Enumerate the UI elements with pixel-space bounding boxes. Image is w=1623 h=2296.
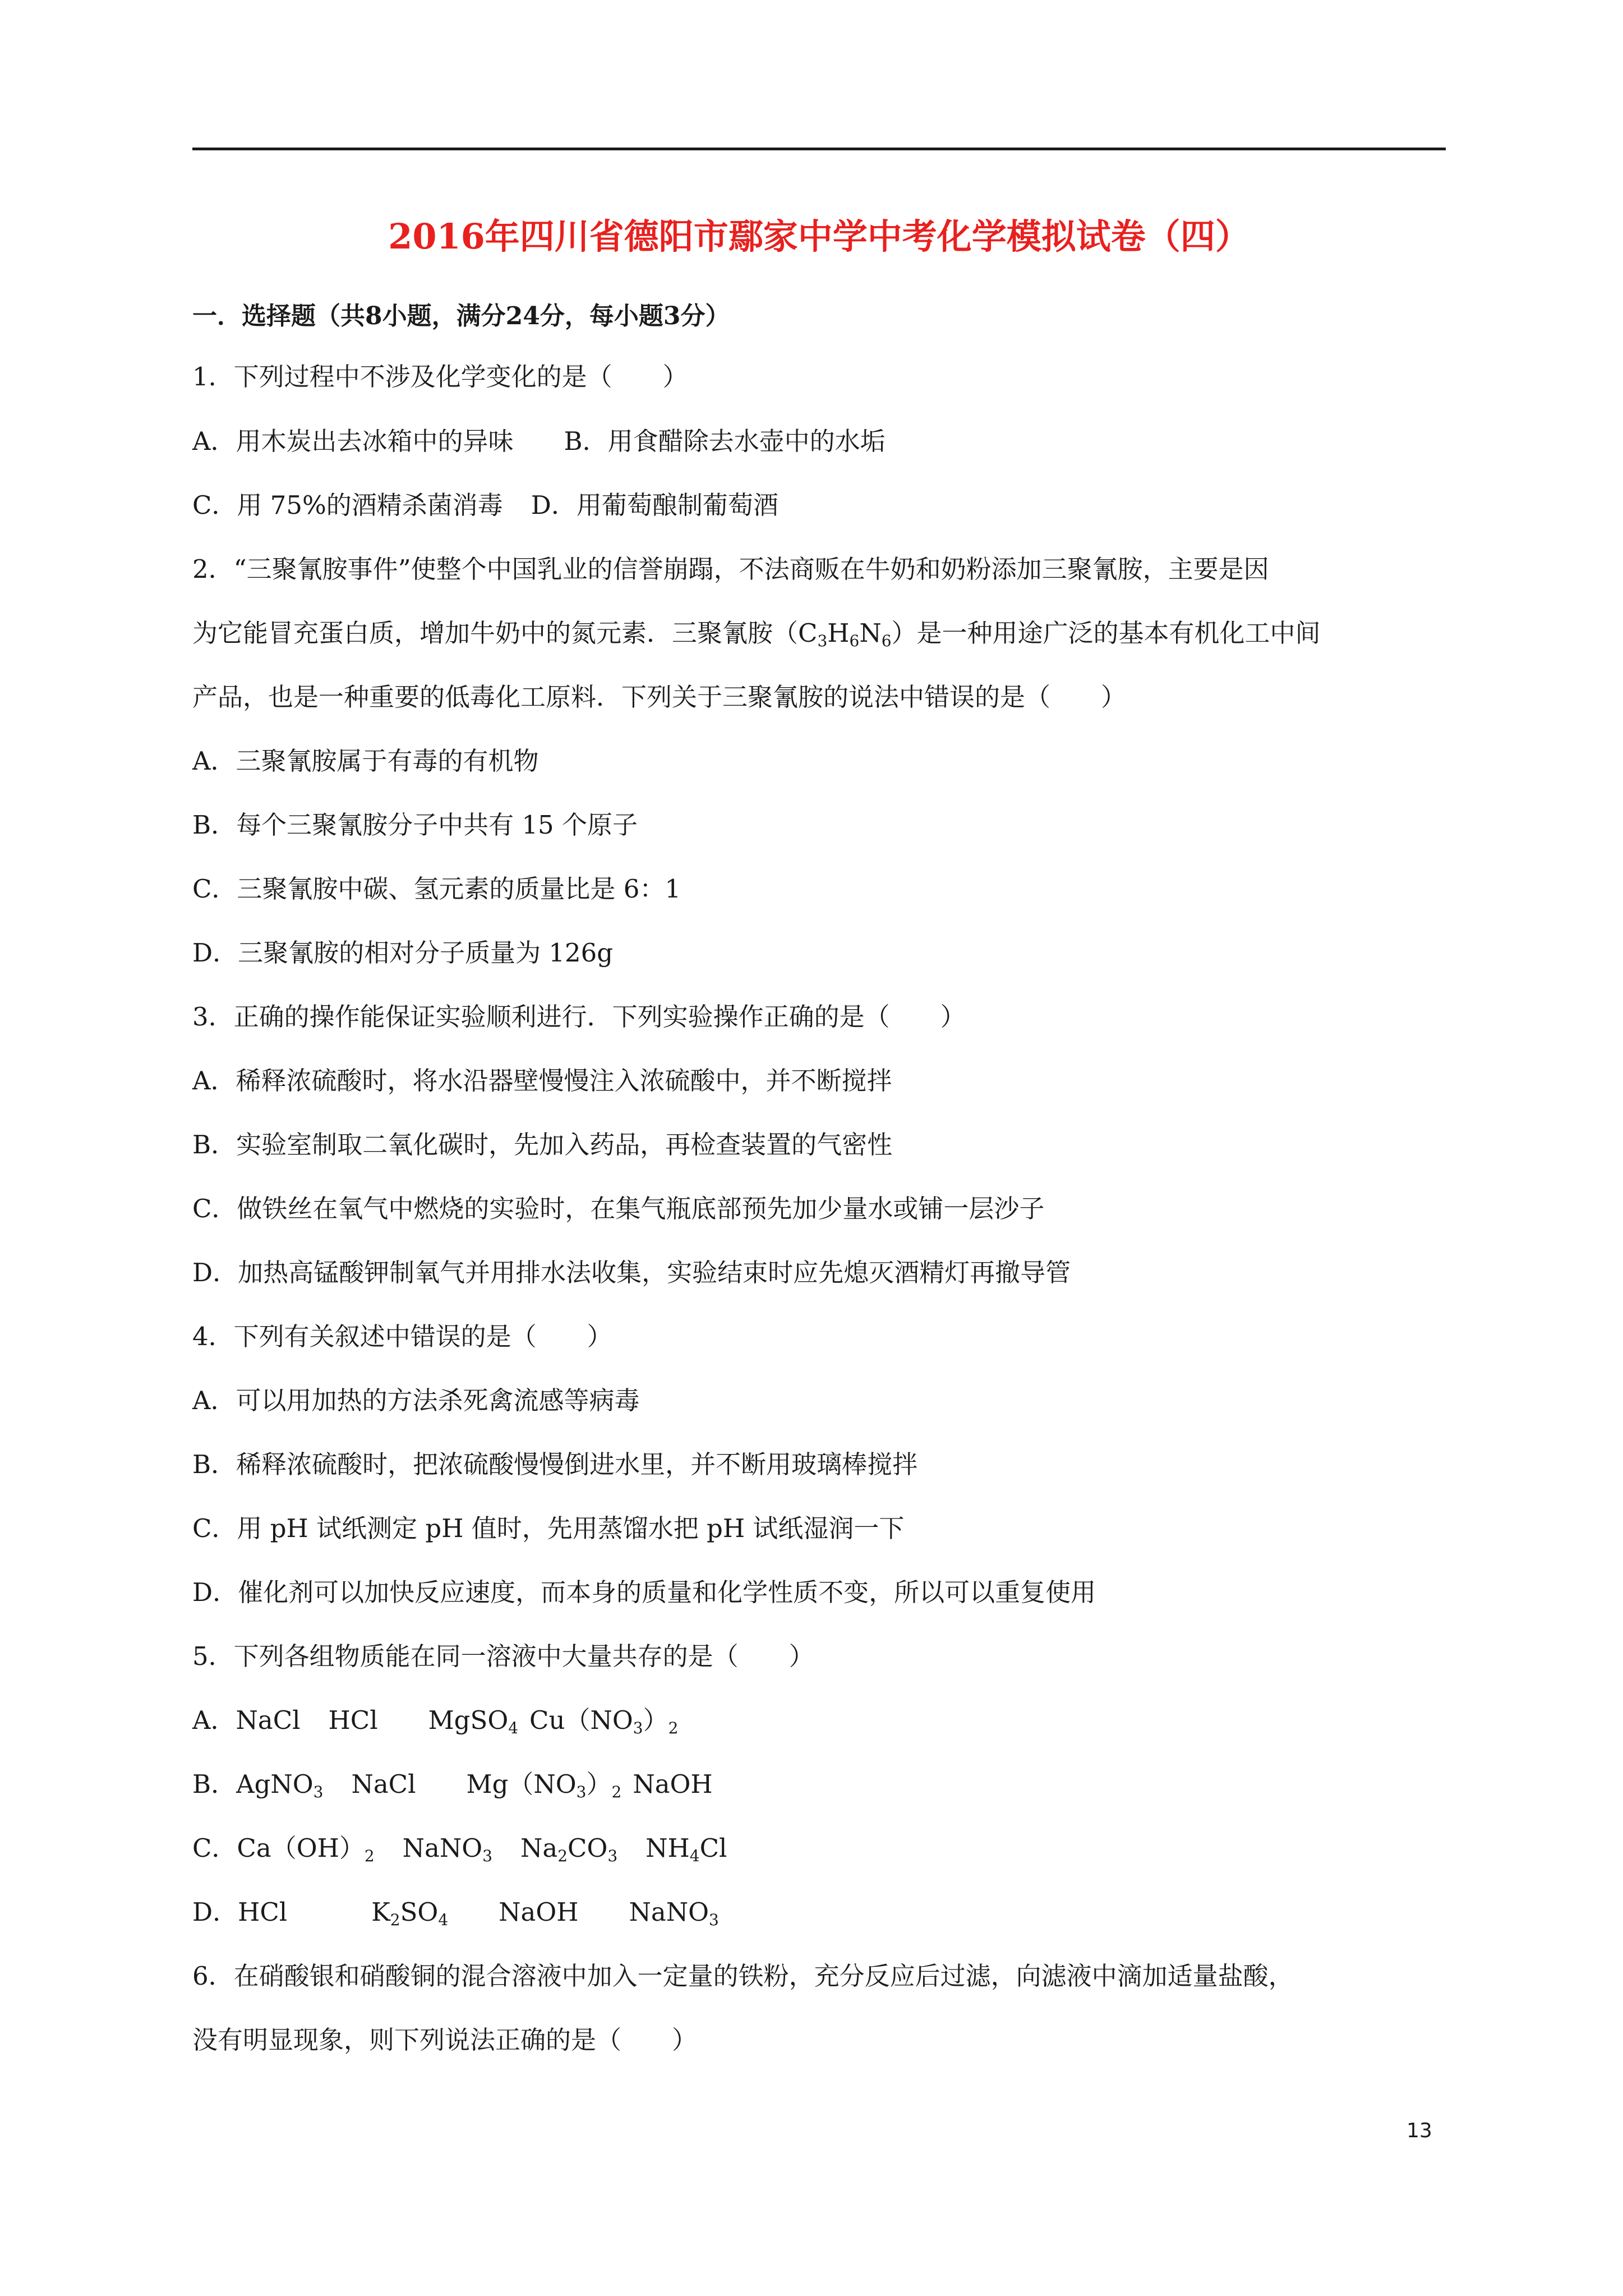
question-1-option-b: B．用食醋除去水壶中的水垢 [564,426,886,456]
formula-element: H [827,618,850,648]
option-label: A．NaCl [192,1705,301,1735]
page-number: 13 [1407,2119,1432,2142]
formula-subscript: 3 [709,1911,719,1929]
question-3-option-d: D．加热高锰酸钾制氧气并用排水法收集，实验结束时应先熄灭酒精灯再撤导管 [192,1258,1071,1287]
formula-subscript: 6 [849,632,860,650]
question-3-option-a: A．稀释浓硫酸时，将水沿器壁慢慢注入浓硫酸中，并不断搅拌 [192,1066,892,1096]
question-2-option-b: B．每个三聚氰胺分子中共有 15 个原子 [192,810,638,840]
question-4-option-d: D．催化剂可以加快反应速度，而本身的质量和化学性质不变，所以可以重复使用 [192,1577,1096,1607]
formula: NaNO [402,1833,483,1863]
question-4-option-c: C．用 pH 试纸测定 pH 值时，先用蒸馏水把 pH 试纸湿润一下 [192,1513,905,1543]
option-label: D．HCl [192,1897,288,1927]
formula-subscript: 6 [881,632,892,650]
question-4-stem: 4．下列有关叙述中错误的是（ ） [192,1322,612,1351]
question-2-option-a: A．三聚氰胺属于有毒的有机物 [192,746,539,776]
question-1-stem: 1．下列过程中不涉及化学变化的是（ ） [192,362,688,392]
question-1-option-d: D．用葡萄酿制葡萄酒 [531,490,778,520]
option-label: B．AgNO [192,1769,313,1799]
question-2-line-2-start: 为它能冒充蛋白质，增加牛奶中的氮元素．三聚氰胺（C [192,618,818,648]
question-5-option-a [192,1704,678,1737]
formula-subscript: 4 [508,1719,519,1737]
formula: Na [520,1833,558,1863]
formula-element: N [859,618,882,648]
formula: MgSO [428,1705,509,1735]
formula-subscript: 2 [557,1847,568,1865]
question-1-option-a: A．用木炭出去冰箱中的异味 [192,426,514,456]
question-1-options-cd [192,489,778,522]
formula-subscript: 3 [482,1847,492,1865]
question-1-options-ab [192,425,886,458]
formula-subscript: 3 [817,632,828,650]
question-5-option-c [192,1832,727,1865]
question-4-option-a: A．可以用加热的方法杀死禽流感等病毒 [192,1386,640,1415]
question-6-line-1: 6．在硝酸银和硝酸铜的混合溶液中加入一定量的铁粉，充分反应后过滤，向滤液中滴加适量盐酸， [192,1961,1294,1991]
question-1-option-c: C．用 75%的酒精杀菌消毒 [192,490,503,520]
question-2-option-d: D．三聚氰胺的相对分子质量为 126g [192,938,614,968]
question-6-line-2: 没有明显现象，则下列说法正确的是（ ） [192,2025,698,2055]
question-2-line-2 [192,616,1321,650]
formula: SO [400,1897,439,1927]
question-2-line-2-end: ）是一种用途广泛的基本有机化工中间 [891,618,1321,648]
formula-subscript: 2 [611,1783,622,1801]
question-2-line-3: 产品，也是一种重要的低毒化工原料．下列关于三聚氰胺的说法中错误的是（ ） [192,682,1127,712]
question-2-line-1: 2．“三聚氰胺事件”使整个中国乳业的信誉崩蹋，不法商贩在牛奶和奶粉添加三聚氰胺，主要是因 [192,554,1269,584]
question-4-option-b: B．稀释浓硫酸时，把浓硫酸慢慢倒进水里，并不断用玻璃棒搅拌 [192,1450,918,1479]
question-5-option-b [192,1768,713,1801]
question-2-option-c: C．三聚氰胺中碳、氢元素的质量比是 6：1 [192,874,681,904]
exam-title: 2016年四川省德阳市鄢家中学中考化学模拟试卷（四） [388,216,1250,257]
section-heading: 一．选择题（共8小题，满分24分，每小题3分） [192,302,730,330]
question-3-option-b: B．实验室制取二氧化碳时，先加入药品，再检查装置的气密性 [192,1130,893,1159]
question-5-option-d [192,1895,719,1929]
formula-subscript: 2 [364,1847,375,1865]
formula: HCl [328,1705,378,1735]
formula: ） [643,1705,668,1735]
formula: NaCl [351,1769,416,1799]
formula: NH [645,1833,690,1863]
formula: NaOH [499,1897,579,1927]
formula-subscript: 3 [607,1847,618,1865]
formula: Cl [699,1833,727,1863]
formula-subscript: 4 [689,1847,700,1865]
formula: K [371,1897,390,1927]
formula: CO [568,1833,608,1863]
formula: NaNO [629,1897,709,1927]
formula-subscript: 4 [438,1911,449,1929]
formula: ） [586,1769,612,1799]
formula: Mg（NO [466,1769,577,1799]
option-label: C．Ca（OH） [192,1833,365,1863]
formula: NaOH [633,1769,713,1799]
header-rule [192,148,1446,150]
question-3-option-c: C．做铁丝在氧气中燃烧的实验时，在集气瓶底部预先加少量水或铺一层沙子 [192,1194,1045,1223]
formula: Cu（NO [529,1705,633,1735]
formula-subscript: 3 [576,1783,587,1801]
formula-subscript: 3 [633,1719,643,1737]
question-3-stem: 3．正确的操作能保证实验顺利进行．下列实验操作正确的是（ ） [192,1002,966,1032]
formula-subscript: 3 [313,1783,324,1801]
question-5-stem: 5．下列各组物质能在同一溶液中大量共存的是（ ） [192,1641,814,1671]
formula-subscript: 2 [390,1911,400,1929]
formula-subscript: 2 [668,1719,679,1737]
